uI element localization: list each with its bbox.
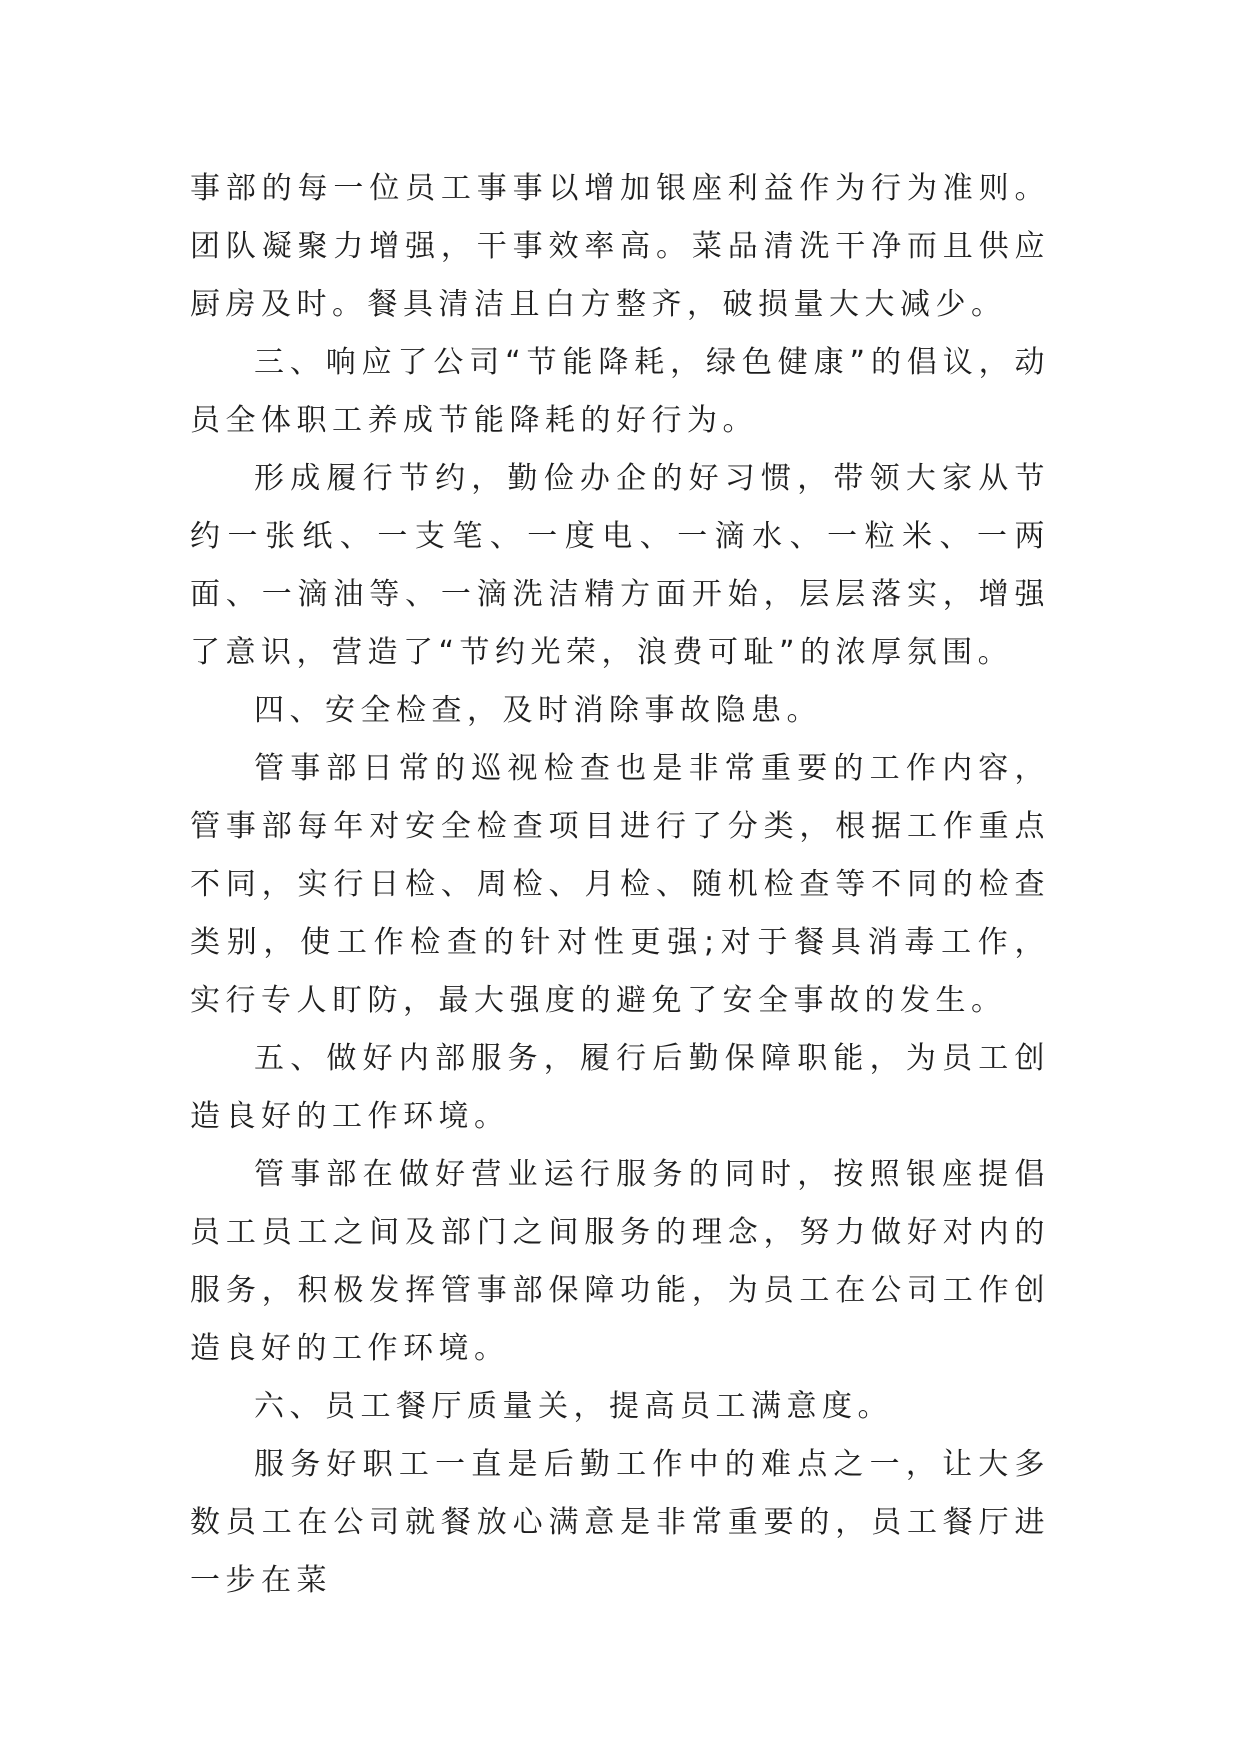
paragraph-continuation: 事部的每一位员工事事以增加银座利益作为行为准则。团队凝聚力增强，干事效率高。菜品清洗干净而且供应厨房及时。餐具清洁且白方整齐，破损量大大减少。	[190, 171, 1050, 322]
paragraph-energy-saving: 形成履行节约，勤俭办企的好习惯，带领大家从节约一张纸、一支笔、一度电、一滴水、一粒米、一两面、一滴油等、一滴洗洁精方面开始，层层落实，增强了意识，营造了“节约光荣，浪费可耻”的浓厚氛围。	[190, 461, 1050, 670]
paragraph-safety-inspection: 管事部日常的巡视检查也是非常重要的工作内容，管事部每年对安全检查项目进行了分类，根据工作重点不同，实行日检、周检、月检、随机检查等不同的检查类别，使工作检查的针对性更强;对于餐具消毒工作，实行专人盯防，最大强度的避免了安全事故的发生。	[190, 751, 1050, 1018]
document-body	[190, 160, 1050, 1610]
section-heading-4: 四、安全检查，及时消除事故隐患。	[254, 693, 822, 728]
section-heading-3: 三、响应了公司“节能降耗，绿色健康”的倡议，动员全体职工养成节能降耗的好行为。	[190, 345, 1050, 438]
paragraph-staff-canteen: 服务好职工一直是后勤工作中的难点之一，让大多数员工在公司就餐放心满意是非常重要的，员工餐厅进一步在菜	[190, 1447, 1050, 1598]
paragraph-internal-service: 管事部在做好营业运行服务的同时，按照银座提倡员工员工之间及部门之间服务的理念，努力做好对内的服务，积极发挥管事部保障功能，为员工在公司工作创造良好的工作环境。	[190, 1157, 1050, 1366]
section-heading-5: 五、做好内部服务，履行后勤保障职能，为员工创造良好的工作环境。	[190, 1041, 1050, 1134]
section-heading-6: 六、员工餐厅质量关，提高员工满意度。	[254, 1389, 893, 1424]
